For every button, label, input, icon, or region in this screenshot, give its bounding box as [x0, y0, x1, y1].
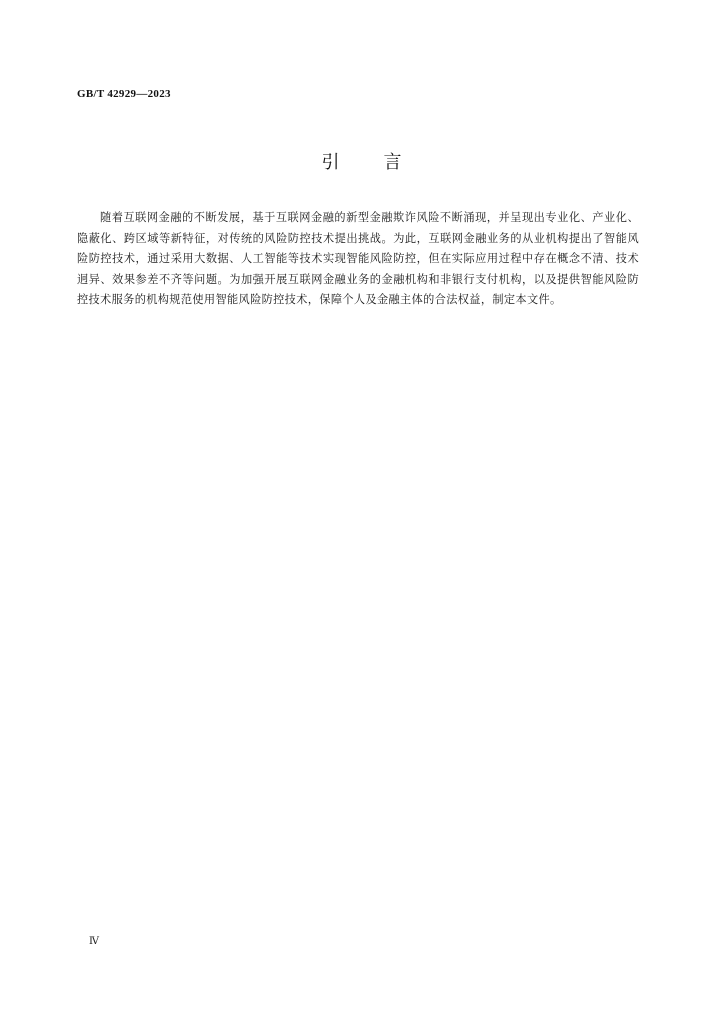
section-title: [0, 148, 725, 174]
page-number: Ⅳ: [89, 936, 99, 947]
standard-code-header: GB/T 42929—2023: [77, 88, 171, 100]
title-char-2: 言: [383, 152, 404, 173]
title-char-1: 引: [321, 152, 342, 173]
introduction-paragraph: 随着互联网金融的不断发展，基于互联网金融的新型金融欺诈风险不断涌现，并呈现出专业化、产业化、隐蔽化、跨区域等新特征，对传统的风险防控技术提出挑战。为此，互联网金融业务的从业机构提出了智能风险防控技术，通过采用大数据、人工智能等技术实现智能风险防控，但在实际应用过程中存在概念不清、技术迥异、效果参差不齐等问题。为加强开展互联网金融业务的金融机构和非银行支付机构，以及提供智能风险防控技术服务的机构规范使用智能风险防控技术，保障个人及金融主体的合法权益，制定本文件。: [77, 211, 639, 306]
